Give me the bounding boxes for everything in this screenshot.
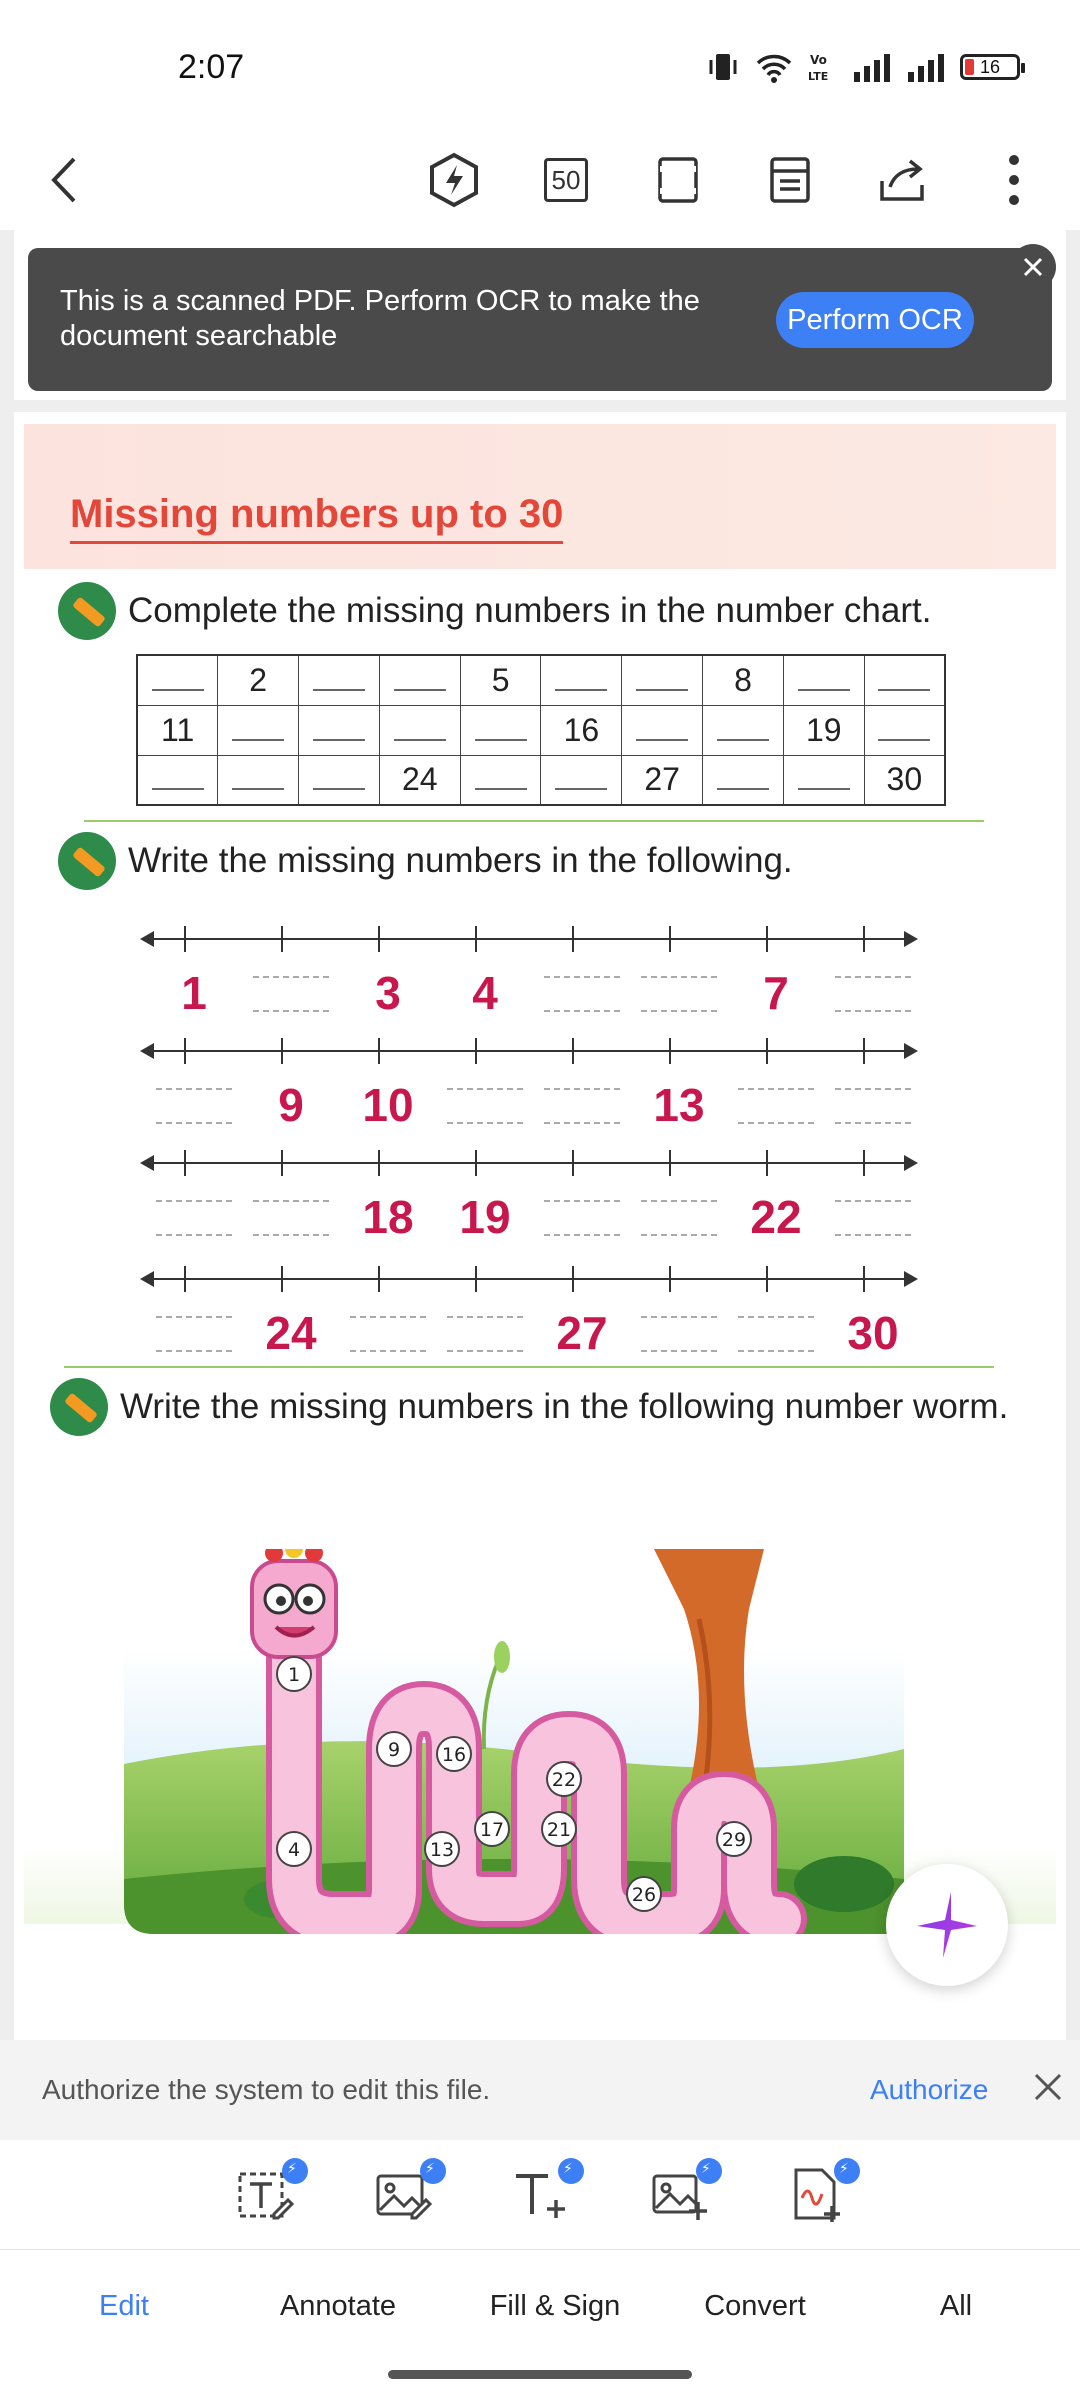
blank-line (313, 713, 365, 741)
blank-line (636, 713, 688, 741)
chart-row (137, 655, 945, 705)
tab-annotate[interactable]: Annotate (279, 2290, 397, 2322)
number-chart (136, 654, 946, 806)
chart-cell (218, 705, 299, 755)
number-value: 1 (181, 967, 207, 1019)
blank-answer (253, 976, 329, 1012)
blank-line (232, 762, 284, 790)
blank-line (798, 663, 850, 691)
status-time: 2:07 (178, 48, 245, 86)
blank-answer (641, 1316, 717, 1352)
tab-fill-sign[interactable]: Fill & Sign (489, 2290, 621, 2322)
chart-cell: 27 (622, 755, 703, 805)
blank-answer (447, 1088, 523, 1124)
chevron-left-icon (46, 155, 86, 205)
number-value: 22 (750, 1191, 802, 1243)
ocr-banner-text: This is a scanned PDF. Perform OCR to make the document searchable (60, 285, 700, 352)
blank-answer (544, 1200, 620, 1236)
svg-text:LTE: LTE (808, 70, 829, 83)
tab-convert[interactable]: Convert (704, 2290, 806, 2322)
worm-number: 4 (287, 1839, 301, 1861)
home-indicator[interactable] (388, 2370, 692, 2379)
blank-answer (156, 1200, 232, 1236)
chart-cell: 24 (379, 755, 460, 805)
svg-text:Vo: Vo (810, 53, 827, 67)
back-button[interactable] (36, 150, 96, 210)
blank-answer (835, 1088, 911, 1124)
chart-cell (703, 705, 784, 755)
edit-tools-bar (0, 2140, 1080, 2250)
worm-number: 17 (479, 1819, 505, 1841)
fullscreen-icon (656, 155, 700, 205)
number-value: 19 (459, 1191, 511, 1243)
instruction-1-text: Complete the missing numbers in the number chart. (128, 591, 932, 630)
chart-cell (137, 755, 218, 805)
number-value: 4 (472, 967, 498, 1019)
blank-answer (641, 976, 717, 1012)
chart-cell: 2 (218, 655, 299, 705)
fullscreen-button[interactable] (648, 150, 708, 210)
premium-badge-icon-2 (420, 2158, 446, 2184)
number-line-values (134, 1182, 934, 1252)
blank-line (394, 663, 446, 691)
page-title: Missing numbers up to 30 (70, 492, 563, 544)
blank-line (555, 762, 607, 790)
signal-icon-2 (906, 50, 946, 84)
chart-cell: 16 (541, 705, 622, 755)
zoom-level: 50 (544, 158, 588, 202)
chart-cell (299, 755, 380, 805)
chart-cell (299, 655, 380, 705)
share-icon (876, 155, 928, 205)
worm-number: 21 (546, 1819, 572, 1841)
chart-cell (379, 655, 460, 705)
volte-icon (808, 50, 838, 84)
top-toolbar (0, 130, 1080, 230)
chart-cell (299, 705, 380, 755)
vibrate-icon (706, 50, 740, 84)
blank-line (798, 762, 850, 790)
tab-edit[interactable]: Edit (99, 2290, 149, 2322)
blank-line (152, 762, 204, 790)
pencil-icon (58, 582, 116, 640)
premium-badge-icon (282, 2158, 308, 2184)
worm-number: 9 (387, 1739, 401, 1761)
number-value: 18 (362, 1191, 414, 1243)
bottom-tab-bar (0, 2250, 1080, 2360)
blank-line (313, 762, 365, 790)
pdf-page (14, 412, 1066, 2040)
perform-ocr-button[interactable]: Perform OCR (776, 292, 974, 348)
chart-cell: 19 (783, 705, 864, 755)
chart-cell (622, 655, 703, 705)
battery-icon (960, 54, 1020, 80)
chart-cell (460, 755, 541, 805)
authorize-link[interactable]: Authorize (870, 2074, 989, 2105)
premium-badge-icon-3 (558, 2158, 584, 2184)
blank-line (232, 713, 284, 741)
worm-number: 16 (441, 1744, 467, 1766)
blank-answer (156, 1316, 232, 1352)
section-divider-2 (64, 1366, 994, 1368)
number-value: 24 (265, 1307, 317, 1359)
premium-badge-icon-5 (834, 2158, 860, 2184)
blank-answer (835, 976, 911, 1012)
authorize-text: Authorize the system to edit this file. (42, 2074, 491, 2105)
worm-number: 26 (631, 1884, 657, 1906)
sparkle-icon (915, 1890, 979, 1960)
chart-cell (541, 755, 622, 805)
chart-cell (541, 655, 622, 705)
number-worm-illustration (124, 1549, 904, 1934)
blank-answer (350, 1316, 426, 1352)
blank-line (878, 663, 930, 691)
number-value: 27 (556, 1307, 608, 1359)
more-vertical-icon (1004, 153, 1024, 207)
premium-badge-icon-4 (696, 2158, 722, 2184)
chart-cell (864, 655, 945, 705)
document-lines-icon (768, 155, 812, 205)
number-line-values (134, 958, 934, 1028)
chart-cell: 30 (864, 755, 945, 805)
ai-assistant-button[interactable] (886, 1864, 1008, 1986)
blank-answer (544, 976, 620, 1012)
blank-line (394, 713, 446, 741)
chart-row (137, 705, 945, 755)
chart-cell (460, 705, 541, 755)
chart-cell: 11 (137, 705, 218, 755)
blank-line (717, 713, 769, 741)
chart-cell (864, 705, 945, 755)
instruction-3-text: Write the missing numbers in the following number worm. (120, 1387, 1009, 1426)
number-line-values (134, 1070, 934, 1140)
number-line (144, 1036, 914, 1066)
lightning-hexagon-icon (428, 152, 480, 208)
worm-head (252, 1561, 336, 1657)
instruction-1 (58, 582, 931, 640)
number-value: 30 (847, 1307, 899, 1359)
authorize-bar (0, 2040, 1080, 2140)
chart-cell (783, 655, 864, 705)
blank-line (636, 663, 688, 691)
chart-cell: 8 (703, 655, 784, 705)
close-icon-2 (1033, 2072, 1063, 2102)
worm-number: 1 (287, 1664, 301, 1686)
chart-cell (783, 755, 864, 805)
instruction-3 (50, 1378, 1008, 1436)
number-value: 13 (653, 1079, 705, 1131)
blank-answer (738, 1088, 814, 1124)
blank-answer (253, 1200, 329, 1236)
add-image-tool[interactable] (648, 2164, 718, 2234)
worm-number: 29 (721, 1829, 747, 1851)
page-content (24, 424, 1056, 1924)
tools-button[interactable] (424, 150, 484, 210)
pencil-icon-2 (58, 832, 116, 890)
instruction-2 (58, 832, 793, 890)
chart-cell (218, 755, 299, 805)
blank-line (475, 762, 527, 790)
number-line (144, 1264, 914, 1294)
wifi-icon (754, 50, 794, 84)
number-value: 10 (362, 1079, 414, 1131)
close-icon (1022, 256, 1044, 278)
battery-level: 16 (979, 56, 1001, 77)
number-line (144, 924, 914, 954)
reading-mode-button[interactable] (760, 150, 820, 210)
blank-answer (447, 1316, 523, 1352)
blank-line (878, 713, 930, 741)
number-line-values (134, 1298, 934, 1368)
page-zoom-button[interactable] (536, 150, 596, 210)
blank-answer (156, 1088, 232, 1124)
blank-line (555, 663, 607, 691)
more-options-button[interactable] (984, 150, 1044, 210)
number-value: 9 (278, 1079, 304, 1131)
number-value: 3 (375, 967, 401, 1019)
status-icons (706, 50, 1020, 84)
section-divider-1 (84, 820, 984, 822)
signal-icon (852, 50, 892, 84)
instruction-2-text: Write the missing numbers in the following. (128, 841, 793, 880)
chart-cell (137, 655, 218, 705)
tab-all[interactable]: All (939, 2290, 973, 2322)
ocr-banner (28, 248, 1052, 391)
blank-answer (738, 1316, 814, 1352)
chart-row (137, 755, 945, 805)
blank-answer (641, 1200, 717, 1236)
blank-line (313, 663, 365, 691)
status-bar (0, 0, 1080, 130)
chart-cell (703, 755, 784, 805)
blank-line (717, 762, 769, 790)
chart-cell (622, 705, 703, 755)
add-text-tool[interactable] (510, 2164, 580, 2234)
chart-cell: 5 (460, 655, 541, 705)
number-value: 7 (763, 967, 789, 1019)
blank-answer (544, 1088, 620, 1124)
close-authorize-button[interactable] (1025, 2064, 1071, 2110)
edit-image-tool[interactable] (372, 2164, 442, 2234)
blank-answer (835, 1200, 911, 1236)
pdf-signature-tool[interactable] (786, 2164, 856, 2234)
pencil-icon-3 (50, 1378, 108, 1436)
blank-line (475, 713, 527, 741)
blank-line (152, 663, 204, 691)
edit-text-tool[interactable] (234, 2164, 304, 2234)
number-line (144, 1148, 914, 1178)
worm-number: 22 (551, 1769, 577, 1791)
worm-number: 13 (429, 1839, 455, 1861)
chart-cell (379, 705, 460, 755)
document-viewer[interactable] (0, 230, 1080, 2040)
close-banner-button[interactable] (1010, 244, 1056, 290)
share-button[interactable] (872, 150, 932, 210)
